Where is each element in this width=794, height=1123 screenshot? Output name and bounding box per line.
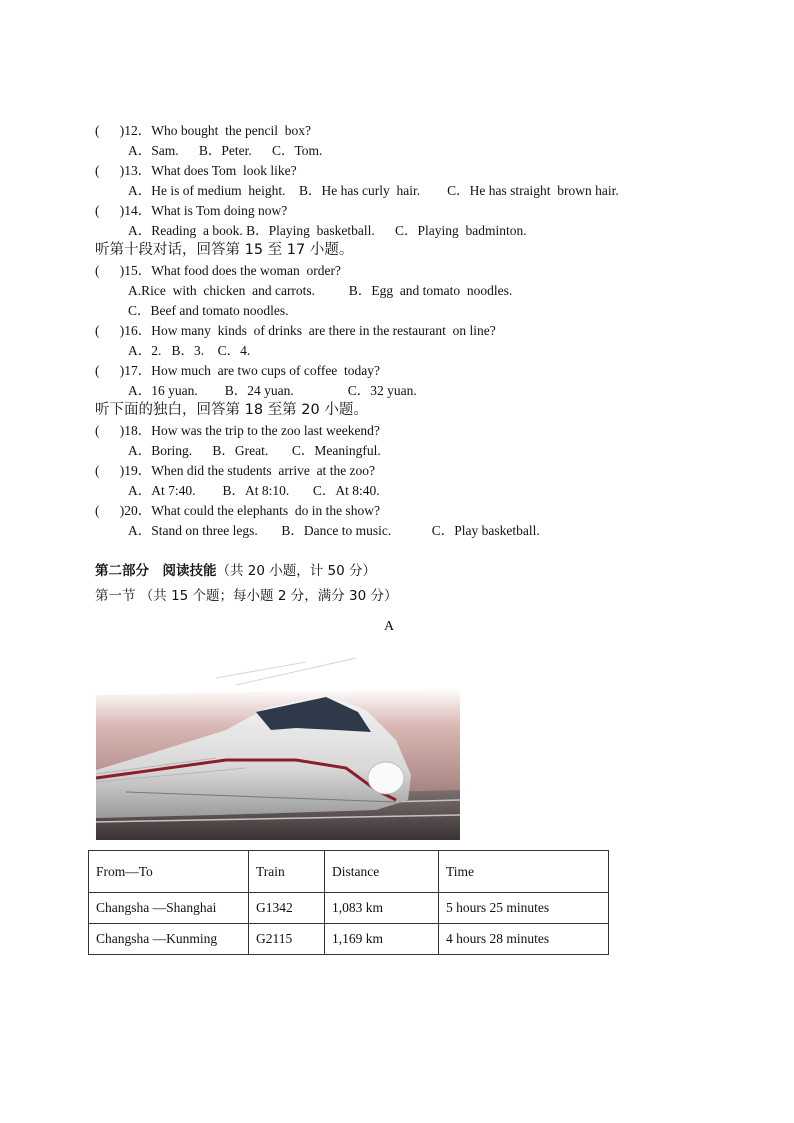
part-two-title: 第二部分 阅读技能 (95, 563, 217, 579)
cell-distance: 1,083 km (325, 893, 439, 924)
section-one-heading: 第一节 （共 15 个题；每小题 2 分，满分 30 分） (95, 588, 398, 604)
cell-time: 4 hours 28 minutes (439, 924, 609, 955)
question-12: ( )12．Who bought the pencil box? (95, 123, 311, 138)
question-16-options: A．2. B．3. C．4. (128, 343, 251, 358)
header-train: Train (249, 851, 325, 893)
question-14: ( )14．What is Tom doing now? (95, 203, 288, 218)
cell-train: G1342 (249, 893, 325, 924)
question-18: ( )18．How was the trip to the zoo last weekend? (95, 423, 380, 438)
cell-train: G2115 (249, 924, 325, 955)
table-header-row (89, 851, 609, 893)
header-distance: Distance (325, 851, 439, 893)
question-20: ( )20．What could the elephants do in the show? (95, 503, 380, 518)
table-row (89, 893, 609, 924)
table-row (89, 924, 609, 955)
question-13: ( )13．What does Tom look like? (95, 163, 297, 178)
question-16: ( )16．How many kinds of drinks are there in the restaurant on line? (95, 323, 496, 338)
question-12-options: A．Sam. B．Peter. C．Tom. (128, 143, 323, 158)
section-dialog-heading: 听第十段对话，回答第 15 至 17 小题。 (95, 242, 354, 258)
question-17-options: A．16 yuan. B．24 yuan. C．32 yuan. (128, 383, 417, 398)
question-14-options: A．Reading a book. B．Playing basketball. C．Playing badminton. (128, 223, 527, 238)
section-monologue-heading: 听下面的独白，回答第 18 至第 20 小题。 (95, 402, 368, 418)
question-15: ( )15．What food does the woman order? (95, 263, 341, 278)
cell-route: Changsha —Shanghai (89, 893, 249, 924)
question-13-options: A．He is of medium height. B．He has curly hair. C．He has straight brown hair. (128, 183, 619, 198)
question-20-options: A．Stand on three legs. B．Dance to music. C．Play basketball. (128, 523, 540, 538)
header-from-to: From—To (89, 851, 249, 893)
question-18-options: A．Boring. B．Great. C．Meaningful. (128, 443, 381, 458)
train-image (96, 650, 460, 840)
cell-route: Changsha —Kunming (89, 924, 249, 955)
question-19: ( )19．When did the students arrive at the zoo? (95, 463, 376, 478)
passage-label: A (384, 619, 395, 634)
train-schedule-table (88, 850, 609, 955)
part-two-detail: （共 20 小题，计 50 分） (216, 563, 377, 579)
header-time: Time (439, 851, 609, 893)
question-15-options: A.Rice with chicken and carrots. B．Egg and tomato noodles. (128, 283, 513, 298)
question-17: ( )17．How much are two cups of coffee today? (95, 363, 381, 378)
cell-time: 5 hours 25 minutes (439, 893, 609, 924)
cell-distance: 1,169 km (325, 924, 439, 955)
question-15-options-2: C．Beef and tomato noodles. (128, 303, 289, 318)
part-two-heading (95, 561, 376, 581)
question-19-options: A．At 7:40. B．At 8:10. C．At 8:40. (128, 483, 380, 498)
